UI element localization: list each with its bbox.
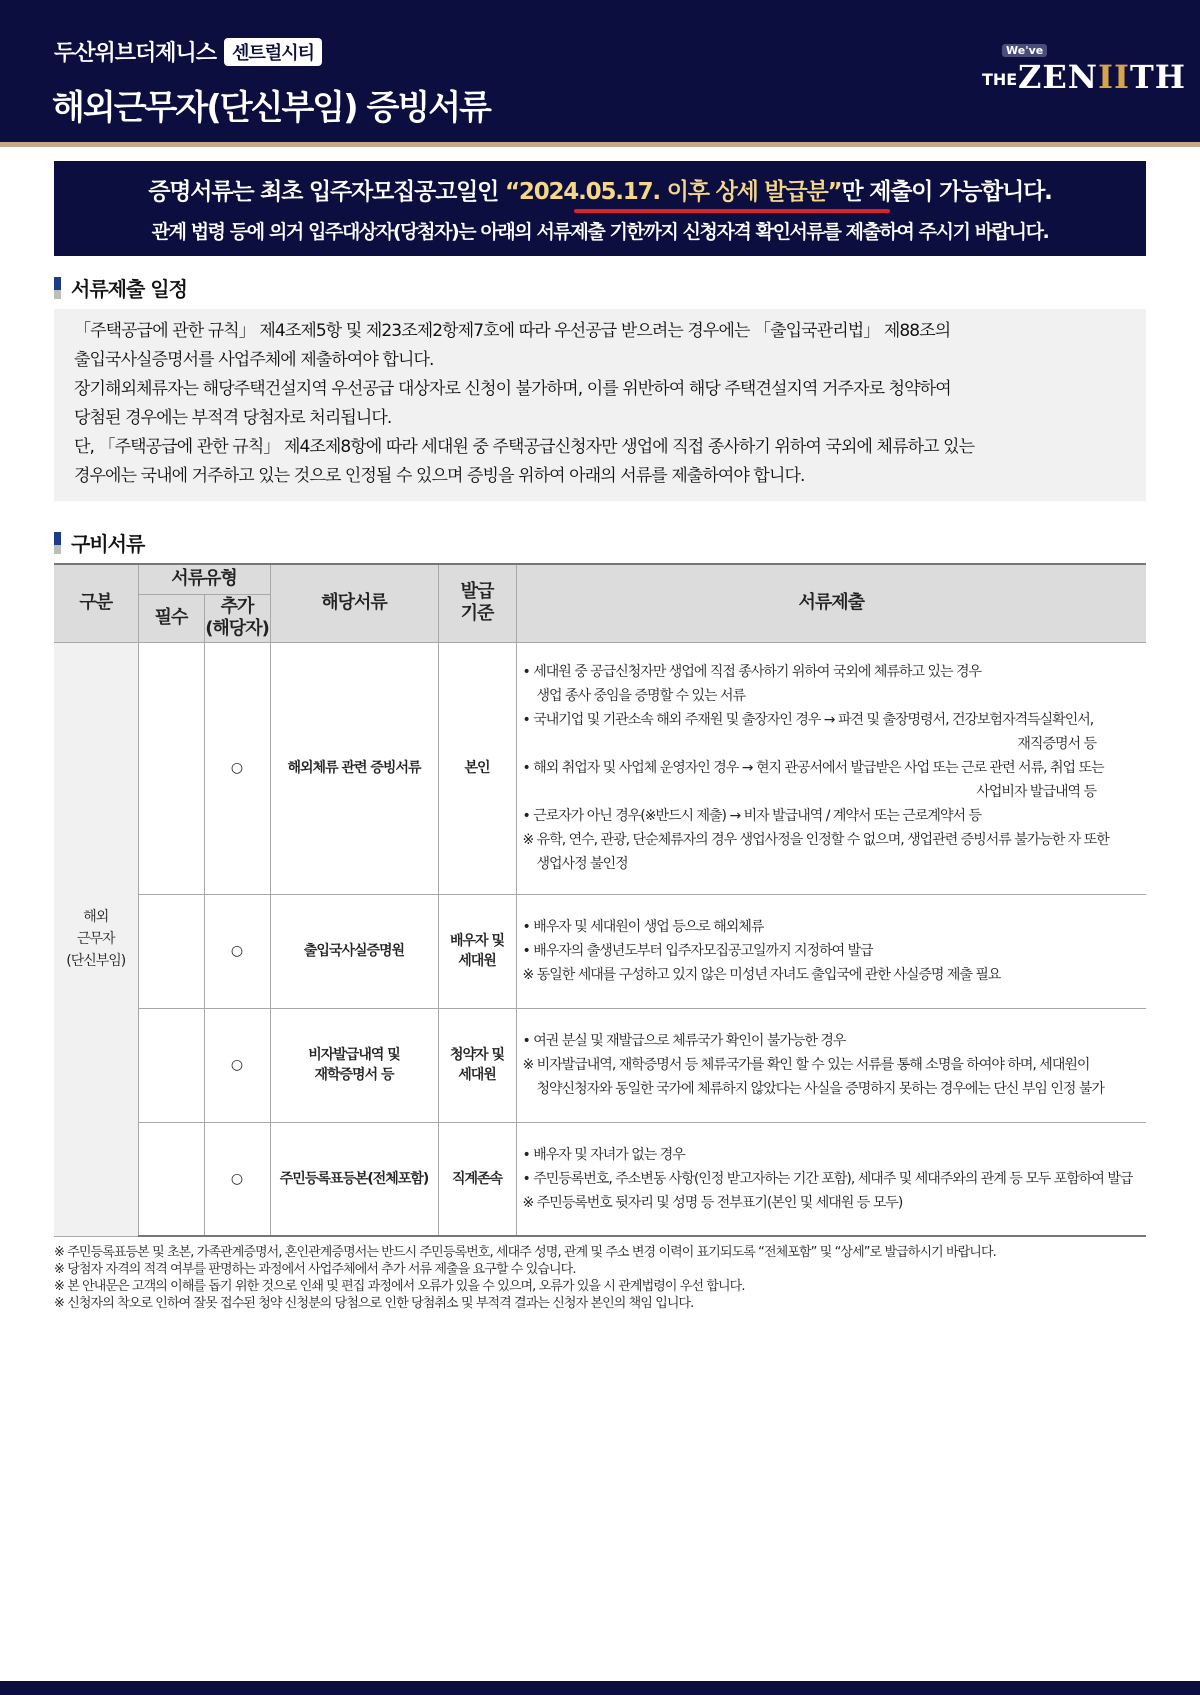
zenith-logo (980, 44, 1186, 104)
table-row (54, 894, 1146, 1008)
additional-mark: ○ (204, 894, 270, 1008)
brand-line (54, 36, 322, 67)
footnote: ※ 본 안내문은 고객의 이해를 돕기 위한 것으로 인쇄 및 편집 과정에서 오류가 있을 수 있으며, 오류가 있을 시 관계법령이 우선 합니다. (54, 1279, 745, 1294)
desc-line: ※ 유학, 연수, 관광, 단순체류자의 경우 생업사정을 인정할 수 없으며, 생업관련 증빙서류 불가능한 자 또한 (522, 832, 1109, 848)
header-required: 필수 (138, 594, 204, 642)
logo-main-a: ZEN (1018, 58, 1098, 96)
docs-section-title (54, 528, 144, 557)
submission-desc (516, 894, 1146, 1008)
desc-line: ※ 비자발급내역, 재학증명서 등 체류국가를 확인 할 수 있는 서류를 통해 소명을 하여야 하며, 세대원이 (522, 1057, 1090, 1073)
section-marker-icon (54, 277, 61, 299)
document-name-line: 출입국사실증명원 (303, 943, 405, 959)
notice-underline (574, 209, 890, 213)
brand-name: 두산위브더제니스 (54, 41, 217, 66)
brand-badge: 센트럴시티 (224, 38, 322, 66)
page-header (0, 0, 1200, 142)
notice-line-2: 관계 법령 등에 의거 입주대상자(당첨자)는 아래의 서류제출 기한까지 신청자격 확인서류를 제출하여 주시기 바랍니다. (151, 221, 1049, 243)
additional-mark: ○ (204, 642, 270, 894)
table-header-row (54, 564, 1146, 594)
schedule-line: 경우에는 국내에 거주하고 있는 것으로 인정될 수 있으며 증빙을 위하여 아래의 서류를 제출하여야 합니다. (74, 466, 805, 486)
footnote: ※ 주민등록표등본 및 초본, 가족관계증명서, 혼인관계증명서는 반드시 주민등록번호, 세대주 성명, 관계 및 주소 변경 이력이 표기되도록 “전체포함” 및 “상세”로 발급하시기 바랍니다. (54, 1245, 996, 1260)
required-cell (138, 894, 204, 1008)
footnotes (54, 1244, 1146, 1312)
logo-the-text: THE (982, 70, 1018, 89)
issue-basis-line: 배우자 및 (450, 933, 504, 949)
document-name (270, 1008, 438, 1122)
header-basis-b: 기준 (460, 603, 494, 625)
schedule-line: 단, 「주택공급에 관한 규칙」 제4조제8항에 따라 세대원 중 주택공급신청자만 생업에 직접 종사하기 위하여 국외에 체류하고 있는 (74, 437, 975, 457)
desc-line: 청약신청자와 동일한 국가에 체류하지 않았다는 사실을 증명하지 못하는 경우에는 단신 부임 인정 불가 (536, 1081, 1104, 1097)
document-name-line: 재학증명서 등 (314, 1067, 394, 1083)
additional-mark: ○ (204, 1008, 270, 1122)
table-row (54, 642, 1146, 894)
issue-basis (438, 1008, 516, 1122)
submission-desc (516, 642, 1146, 894)
header-category: 구분 (54, 564, 138, 642)
logo-small-text: We've (1002, 44, 1047, 57)
header-document: 해당서류 (270, 564, 438, 642)
notice-line-1 (54, 173, 1146, 206)
required-cell (138, 1122, 204, 1236)
required-cell (138, 1008, 204, 1122)
issue-basis-line: 본인 (464, 760, 490, 776)
notice-banner (54, 161, 1146, 256)
header-additional-b: (해당자) (205, 618, 269, 639)
docs-title: 구비서류 (71, 532, 145, 556)
desc-line: • 배우자 및 세대원이 생업 등으로 해외체류 (522, 919, 764, 935)
document-name (270, 894, 438, 1008)
submission-desc (516, 1008, 1146, 1122)
additional-mark: ○ (204, 1122, 270, 1236)
header-additional (204, 594, 270, 642)
document-name-line: 주민등록표등본(전체포함) (279, 1170, 429, 1187)
issue-basis (438, 1122, 516, 1236)
document-name (270, 642, 438, 894)
desc-line: • 주민등록번호, 주소변동 사항(인정 받고자하는 기간 포함), 세대주 및 세대주와의 관계 등 모두 포함하여 발급 (522, 1170, 1133, 1187)
required-cell (138, 642, 204, 894)
schedule-line: 「주택공급에 관한 규칙」 제4조제5항 및 제23조제2항제7호에 따라 우선공급 받으려는 경우에는 「출입국관리법」 제88조의 (74, 321, 951, 341)
logo-main-c: TH (1129, 58, 1186, 96)
desc-line: 사업비자 발급내역 등 (976, 784, 1096, 800)
footnote: ※ 당첨자 자격의 적격 여부를 판명하는 과정에서 사업주체에서 추가 서류 제출을 요구할 수 있습니다. (54, 1262, 576, 1277)
schedule-line: 장기해외체류자는 해당주택건설지역 우선공급 대상자로 신청이 불가하며, 이를 위반하여 해당 주택견설지역 거주자로 청약하여 (74, 379, 951, 399)
header-stripe (0, 142, 1200, 147)
desc-line: • 해외 취업자 및 사업체 운영자인 경우 → 현지 관공서에서 발급받은 사업 또는 근로 관련 서류, 취업 또는 (522, 760, 1104, 776)
docs-table (54, 563, 1146, 1237)
category-line: (단신부임) (66, 953, 126, 969)
document-name-line: 비자발급내역 및 (308, 1047, 400, 1063)
desc-line: • 배우자의 출생년도부터 입주자모집공고일까지 지정하여 발급 (522, 943, 873, 959)
category-line: 근무자 (76, 931, 115, 947)
notice-line-1-b: 만 제출이 가능합니다. (841, 179, 1052, 205)
schedule-line: 당첨된 경우에는 부적격 당첨자로 처리됩니다. (74, 408, 392, 428)
issue-basis-line: 청약자 및 (450, 1047, 504, 1063)
schedule-section-title (54, 273, 187, 302)
category-line: 해외 (83, 909, 109, 925)
desc-line: 생업 종사 중임을 증명할 수 있는 서류 (536, 688, 746, 704)
schedule-line: 출입국사실증명서를 사업주체에 제출하여야 합니다. (74, 350, 434, 370)
issue-basis-line: 직계존속 (451, 1170, 503, 1187)
page-title: 해외근무자(단신부임) 증빙서류 (52, 88, 490, 128)
desc-line: • 여권 분실 및 재발급으로 체류국가 확인이 불가능한 경우 (522, 1033, 846, 1049)
notice-highlight: “2024.05.17. 이후 상세 발급분” (504, 179, 842, 205)
logo-main-text (1018, 58, 1186, 96)
issue-basis (438, 642, 516, 894)
submission-desc (516, 1122, 1146, 1236)
table-row (54, 1122, 1146, 1236)
desc-line: ※ 동일한 세대를 구성하고 있지 않은 미성년 자녀도 출입국에 관한 사실증명 제출 필요 (522, 967, 1001, 983)
header-basis-a: 발급 (460, 581, 494, 603)
logo-main-b: II (1098, 58, 1130, 96)
desc-line: 재직증명서 등 (1017, 736, 1096, 752)
desc-line: • 국내기업 및 기관소속 해외 주재원 및 출장자인 경우 → 파견 및 출장명령서, 건강보험자격득실확인서, (522, 712, 1094, 728)
footer-bar (0, 1681, 1200, 1695)
desc-line: • 세대원 중 공급신청자만 생업에 직접 종사하기 위하여 국외에 체류하고 있는 경우 (522, 664, 982, 680)
desc-line: • 배우자 및 자녀가 없는 경우 (522, 1146, 685, 1163)
desc-line: 생업사정 불인정 (536, 856, 628, 872)
issue-basis-line: 세대원 (458, 1067, 496, 1083)
desc-line: • 근로자가 아닌 경우(※반드시 제출) → 비자 발급내역 / 계약서 또는 근로계약서 등 (522, 808, 981, 824)
schedule-title: 서류제출 일정 (71, 277, 187, 301)
issue-basis-line: 세대원 (458, 953, 496, 969)
document-name-line: 해외체류 관련 증빙서류 (287, 760, 421, 776)
schedule-box (54, 309, 1146, 501)
table-row (54, 1008, 1146, 1122)
header-basis (438, 564, 516, 642)
document-name (270, 1122, 438, 1236)
category-cell (54, 642, 138, 1236)
issue-basis (438, 894, 516, 1008)
section-marker-icon (54, 532, 61, 554)
notice-line-1-a: 증명서류는 최초 입주자모집공고일인 (148, 179, 505, 205)
footnote: ※ 신청자의 착오로 인하여 잘못 접수된 청약 신청분의 당첨으로 인한 당첨취소 및 부적격 결과는 신청자 본인의 책임 입니다. (54, 1296, 694, 1311)
header-submission: 서류제출 (516, 564, 1146, 642)
header-type: 서류유형 (138, 564, 270, 594)
desc-line: ※ 주민등록번호 뒷자리 및 성명 등 전부표기(본인 및 세대원 등 모두) (522, 1194, 903, 1211)
header-additional-a: 추가 (220, 596, 254, 617)
